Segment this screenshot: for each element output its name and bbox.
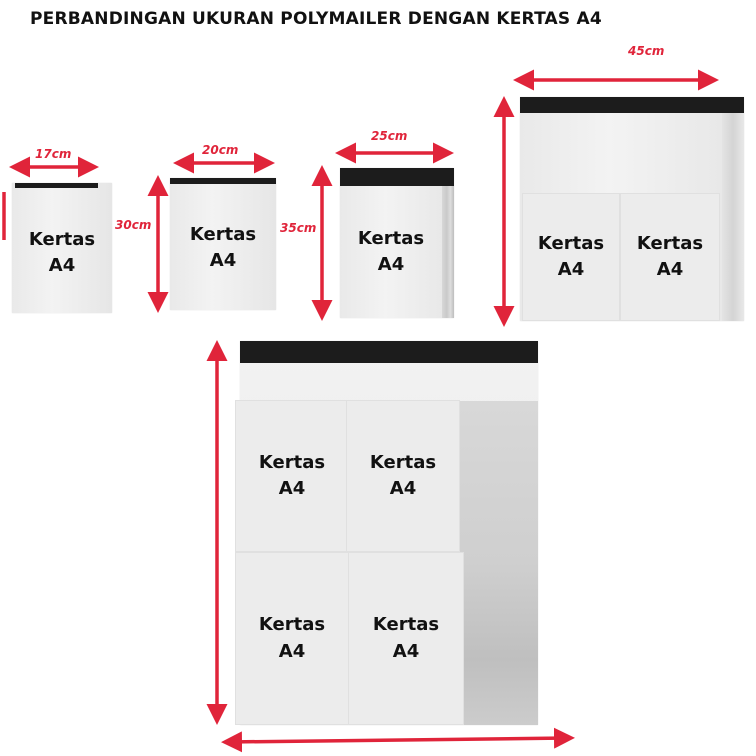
a4-paper: Kertas A4 — [357, 227, 425, 275]
adhesive-seal — [170, 178, 276, 184]
bag-edge — [460, 401, 538, 725]
height-label-35cm: 35cm — [280, 221, 317, 235]
width-label-45cm: 45cm — [628, 44, 665, 58]
polymailer-largest — [240, 341, 538, 725]
a4-paper: Kertas A4 — [189, 223, 257, 271]
width-label-17cm: 17cm — [35, 147, 72, 161]
width-label-20cm: 20cm — [202, 143, 239, 157]
a4-paper: Kertas A4 — [620, 193, 720, 321]
a4-paper: Kertas A4 — [346, 400, 460, 552]
polymailer-17cm — [12, 183, 112, 313]
a4-paper: Kertas A4 — [348, 552, 464, 725]
polymailer-45cm — [520, 97, 744, 321]
a4-paper: Kertas A4 — [235, 552, 349, 725]
polymailer-25cm — [340, 168, 454, 318]
adhesive-seal — [340, 168, 454, 186]
a4-paper: Kertas A4 — [522, 193, 620, 321]
a4-paper: Kertas A4 — [28, 228, 96, 276]
bag-edge — [722, 113, 744, 321]
adhesive-seal — [15, 183, 98, 188]
page-title: PERBANDINGAN UKURAN POLYMAILER DENGAN KERTAS A4 — [30, 9, 602, 29]
bag-edge — [442, 186, 454, 318]
a4-paper: Kertas A4 — [235, 400, 349, 552]
height-label-30cm: 30cm — [115, 218, 152, 232]
adhesive-seal — [240, 341, 538, 363]
polymailer-20cm — [170, 178, 276, 310]
adhesive-seal — [520, 97, 744, 113]
width-label-25cm: 25cm — [371, 129, 408, 143]
